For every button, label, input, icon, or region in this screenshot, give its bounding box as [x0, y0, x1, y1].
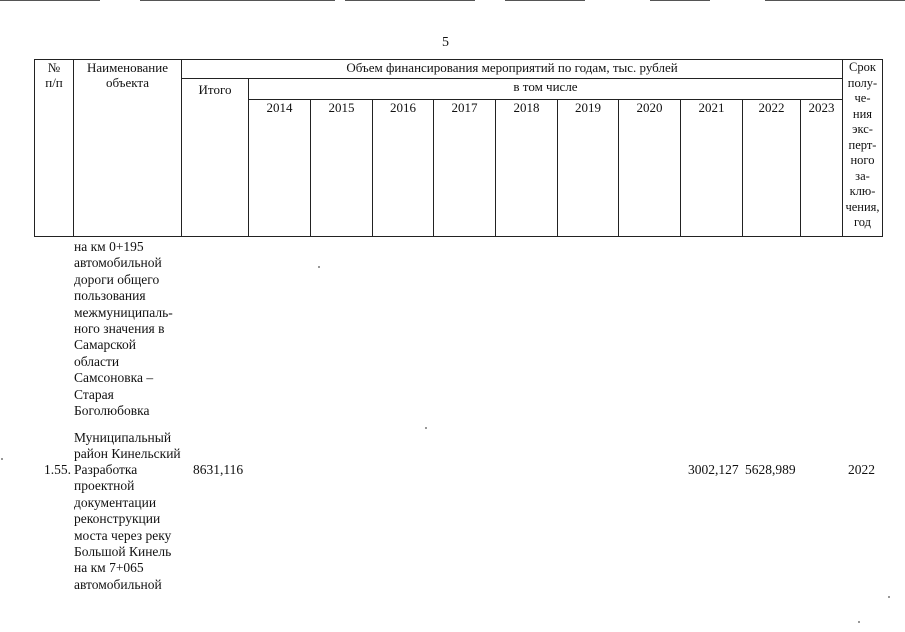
continued-object-name: на км 0+195 автомобильной дороги общего пользования межмуниципаль- ного значения в Самарской области Самсоновка – Старая Боголюбовка — [74, 239, 173, 419]
row-155-number: 1.55. — [44, 462, 71, 477]
top-rule — [765, 0, 905, 1]
header-total: Итого — [182, 79, 249, 237]
header-year: 2021 — [681, 100, 743, 237]
row-155-term: 2022 — [848, 462, 875, 477]
header-year: 2023 — [801, 100, 843, 237]
page-number: 5 — [442, 35, 449, 50]
header-year: 2017 — [434, 100, 496, 237]
header-year: 2020 — [619, 100, 681, 237]
header-year: 2022 — [743, 100, 801, 237]
scan-speck — [1, 458, 3, 460]
top-rule — [0, 0, 100, 1]
top-rule — [140, 0, 335, 1]
scan-speck — [425, 427, 427, 429]
header-term: Срок полу- че- ния экс- перт- ного за- клю- чения, год — [843, 60, 883, 237]
row-155-2022: 5628,989 — [745, 462, 796, 477]
header-volume: Объем финансирования мероприятий по годам, тыс. рублей — [182, 60, 843, 79]
row-155-district: Муниципальный район Кинельский — [74, 430, 181, 462]
header-including: в том числе — [249, 79, 843, 100]
header-year: 2015 — [311, 100, 373, 237]
header-year: 2018 — [496, 100, 558, 237]
header-year: 2016 — [373, 100, 434, 237]
header-num: № п/п — [35, 60, 74, 237]
row-155-2021: 3002,127 — [688, 462, 739, 477]
row-155-total: 8631,116 — [193, 462, 244, 477]
financing-table-header — [34, 59, 883, 237]
top-rule — [505, 0, 585, 1]
scan-speck — [888, 596, 890, 598]
row-155-object-name: Разработка проектной документации реконструкции моста через реку Большой Кинель на км 7+065 автомобильной — [74, 462, 172, 592]
scan-speck — [858, 621, 860, 623]
scan-speck — [318, 266, 320, 268]
top-rule — [650, 0, 710, 1]
header-name: Наименование объекта — [74, 60, 182, 237]
header-year: 2014 — [249, 100, 311, 237]
top-rule — [345, 0, 475, 1]
header-year: 2019 — [558, 100, 619, 237]
